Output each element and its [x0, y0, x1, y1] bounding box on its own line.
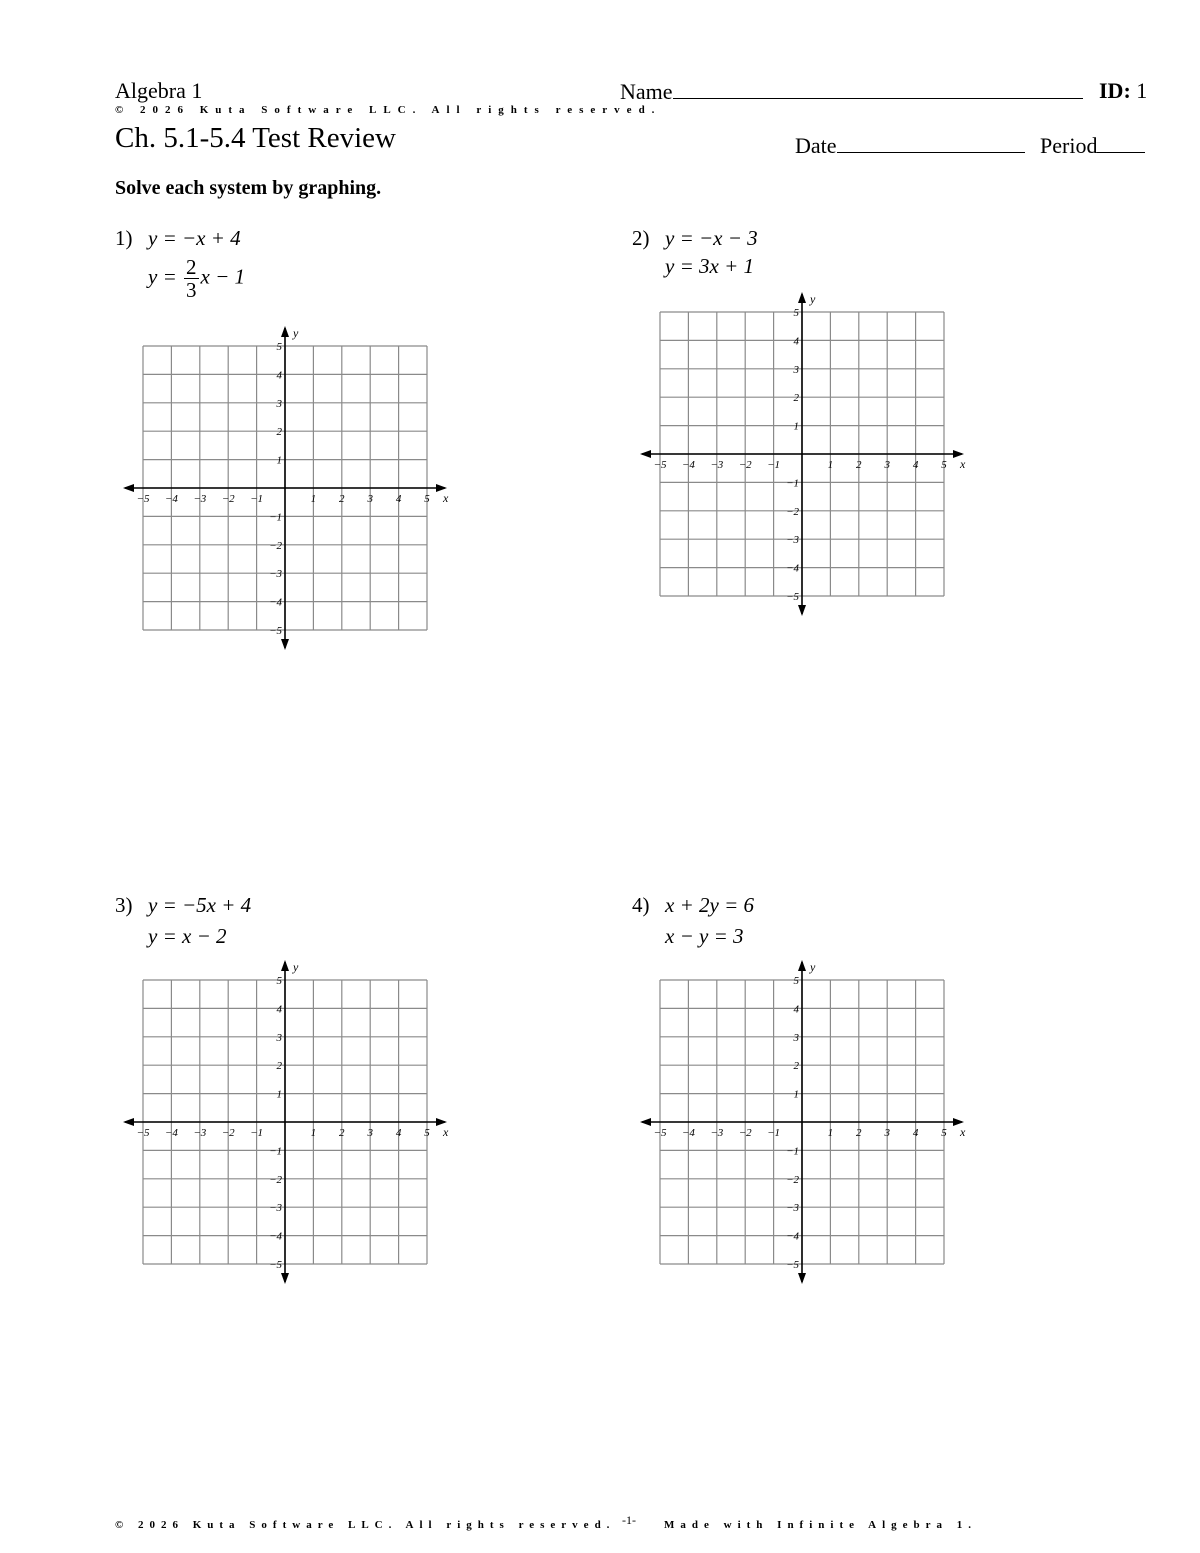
- y-tick-label: 2: [276, 426, 282, 439]
- fraction-numerator: 2: [186, 255, 197, 279]
- x-tick-label: 5: [424, 1127, 430, 1139]
- y-tick-label: 4: [793, 335, 799, 348]
- date-blank[interactable]: [837, 132, 1025, 153]
- x-tick-label: −2: [738, 459, 752, 471]
- y-tick-label: −2: [786, 505, 799, 518]
- coordinate-grid-1[interactable]: [136, 326, 449, 637]
- x-tick-label: 5: [424, 493, 430, 505]
- x-tick-label: 3: [884, 1127, 890, 1139]
- problem-number: 2): [632, 226, 650, 250]
- y-tick-label: 3: [276, 1031, 282, 1044]
- page-number: -1-: [622, 1513, 636, 1527]
- y-tick-label: −5: [269, 1259, 282, 1271]
- period-field[interactable]: [1040, 132, 1145, 159]
- equation-suffix: x − 1: [200, 264, 245, 289]
- y-tick-label: −4: [786, 1230, 799, 1243]
- name-blank[interactable]: [673, 78, 1083, 99]
- x-tick-label: 1: [827, 1127, 834, 1139]
- page-title: Ch. 5.1-5.4 Test Review: [115, 122, 396, 154]
- arrow-down-icon: [281, 1273, 289, 1284]
- y-tick-label: −5: [269, 625, 282, 637]
- x-tick-label: 4: [912, 459, 919, 471]
- y-tick-label: 3: [793, 363, 799, 376]
- arrow-up-icon: [281, 960, 289, 971]
- problem-number: 1): [115, 226, 133, 250]
- x-tick-label: 4: [912, 1127, 919, 1139]
- y-tick-label: −1: [786, 1145, 799, 1158]
- x-tick-label: 3: [884, 459, 890, 471]
- x-tick-label: −4: [681, 459, 695, 471]
- x-tick-label: 3: [367, 493, 373, 505]
- equation-1: y = −x − 3: [665, 226, 758, 250]
- equation-2: x − y = 3: [665, 924, 744, 948]
- y-tick-label: 5: [276, 975, 282, 987]
- x-tick-label: −5: [653, 1127, 667, 1139]
- y-tick-label: −3: [786, 534, 799, 547]
- y-tick-label: 5: [793, 307, 799, 319]
- arrow-left-icon: [123, 1118, 134, 1126]
- x-tick-label: −5: [653, 459, 667, 471]
- date-field[interactable]: [795, 132, 1025, 159]
- x-tick-label: −2: [738, 1127, 752, 1139]
- fraction: [184, 256, 199, 301]
- name-field[interactable]: [620, 78, 1083, 105]
- date-label: Date: [795, 133, 837, 158]
- coordinate-grid-4[interactable]: [653, 960, 966, 1271]
- x-tick-label: 5: [941, 459, 947, 471]
- y-tick-label: 3: [276, 397, 282, 410]
- y-axis-label: y: [293, 960, 299, 974]
- y-axis-label: y: [810, 960, 816, 974]
- y-tick-label: −5: [786, 591, 799, 603]
- equation-2: y = 3x + 1: [665, 254, 754, 278]
- x-tick-label: −5: [136, 493, 150, 505]
- arrow-down-icon: [281, 639, 289, 650]
- arrow-up-icon: [798, 960, 806, 971]
- equation-1: x + 2y = 6: [665, 893, 754, 917]
- instructions: Solve each system by graphing.: [115, 177, 382, 199]
- fraction-denominator: 3: [186, 278, 197, 302]
- y-tick-label: −4: [786, 562, 799, 575]
- arrow-left-icon: [123, 484, 134, 492]
- y-tick-label: 2: [793, 392, 799, 405]
- y-tick-label: −3: [269, 1202, 282, 1215]
- y-tick-label: 1: [793, 420, 799, 433]
- x-tick-label: −3: [193, 493, 207, 505]
- x-tick-label: −3: [710, 459, 724, 471]
- header-copyright: © 2026 Kuta Software LLC. All rights reserved.: [115, 104, 662, 116]
- x-tick-label: −5: [136, 1127, 150, 1139]
- x-tick-label: 5: [941, 1127, 947, 1139]
- equation-2: [148, 256, 245, 301]
- x-tick-label: 2: [339, 493, 345, 505]
- y-tick-label: −3: [786, 1202, 799, 1215]
- y-tick-label: 1: [276, 1088, 282, 1101]
- y-axis-label: y: [293, 326, 299, 340]
- arrow-up-icon: [281, 326, 289, 337]
- y-tick-label: −4: [269, 1230, 282, 1243]
- y-tick-label: 2: [276, 1060, 282, 1073]
- equation-1: y = −5x + 4: [148, 893, 252, 917]
- equation-1: y = −x + 4: [148, 226, 241, 250]
- footer-made-with: Made with Infinite Algebra 1.: [664, 1519, 978, 1531]
- arrow-left-icon: [640, 450, 651, 458]
- x-tick-label: 2: [856, 1127, 862, 1139]
- x-tick-label: 1: [827, 459, 834, 471]
- arrow-down-icon: [798, 1273, 806, 1284]
- y-tick-label: −4: [269, 596, 282, 609]
- x-axis-label: x: [960, 457, 966, 471]
- x-tick-label: 4: [395, 493, 402, 505]
- y-tick-label: 2: [793, 1060, 799, 1073]
- id-field: [1099, 78, 1147, 104]
- y-tick-label: 3: [793, 1031, 799, 1044]
- footer-copyright: © 2026 Kuta Software LLC. All rights reserved.: [115, 1519, 616, 1531]
- x-axis-label: x: [443, 1125, 449, 1139]
- period-blank[interactable]: [1097, 132, 1145, 153]
- y-tick-label: 4: [276, 1003, 282, 1016]
- x-tick-label: −2: [221, 493, 235, 505]
- x-tick-label: −1: [250, 493, 264, 505]
- problem-number: 3): [115, 893, 133, 917]
- y-tick-label: −5: [786, 1259, 799, 1271]
- x-tick-label: 2: [856, 459, 862, 471]
- x-tick-label: 4: [395, 1127, 402, 1139]
- x-tick-label: 1: [310, 493, 317, 505]
- y-axis-label: y: [810, 292, 816, 306]
- x-tick-label: −2: [221, 1127, 235, 1139]
- x-tick-label: 3: [367, 1127, 373, 1139]
- coordinate-grid-3[interactable]: [136, 960, 449, 1271]
- y-tick-label: 5: [276, 341, 282, 353]
- y-tick-label: 5: [793, 975, 799, 987]
- y-tick-label: −1: [786, 477, 799, 490]
- x-tick-label: −3: [193, 1127, 207, 1139]
- x-tick-label: 1: [310, 1127, 317, 1139]
- y-tick-label: 4: [276, 369, 282, 382]
- y-tick-label: 4: [793, 1003, 799, 1016]
- x-tick-label: −4: [164, 1127, 178, 1139]
- x-tick-label: −1: [767, 459, 781, 471]
- x-axis-label: x: [443, 491, 449, 505]
- y-tick-label: −2: [786, 1173, 799, 1186]
- y-tick-label: −1: [269, 511, 282, 524]
- id-value: 1: [1136, 78, 1148, 103]
- x-tick-label: −1: [767, 1127, 781, 1139]
- x-axis-label: x: [960, 1125, 966, 1139]
- x-tick-label: 2: [339, 1127, 345, 1139]
- period-label: Period: [1040, 133, 1098, 158]
- y-tick-label: −1: [269, 1145, 282, 1158]
- problem-number: 4): [632, 893, 650, 917]
- arrow-down-icon: [798, 605, 806, 616]
- equation-prefix: y =: [148, 264, 182, 289]
- arrow-left-icon: [640, 1118, 651, 1126]
- x-tick-label: −3: [710, 1127, 724, 1139]
- equation-2: y = x − 2: [148, 924, 227, 948]
- x-tick-label: −1: [250, 1127, 264, 1139]
- y-tick-label: −2: [269, 1173, 282, 1186]
- y-tick-label: −3: [269, 568, 282, 581]
- y-tick-label: 1: [793, 1088, 799, 1101]
- id-label: ID:: [1099, 78, 1131, 103]
- x-tick-label: −4: [681, 1127, 695, 1139]
- y-tick-label: −2: [269, 539, 282, 552]
- y-tick-label: 1: [276, 454, 282, 467]
- coordinate-grid-2[interactable]: [653, 292, 966, 603]
- course-name: Algebra 1: [115, 78, 203, 103]
- name-label: Name: [620, 79, 673, 104]
- x-tick-label: −4: [164, 493, 178, 505]
- arrow-up-icon: [798, 292, 806, 303]
